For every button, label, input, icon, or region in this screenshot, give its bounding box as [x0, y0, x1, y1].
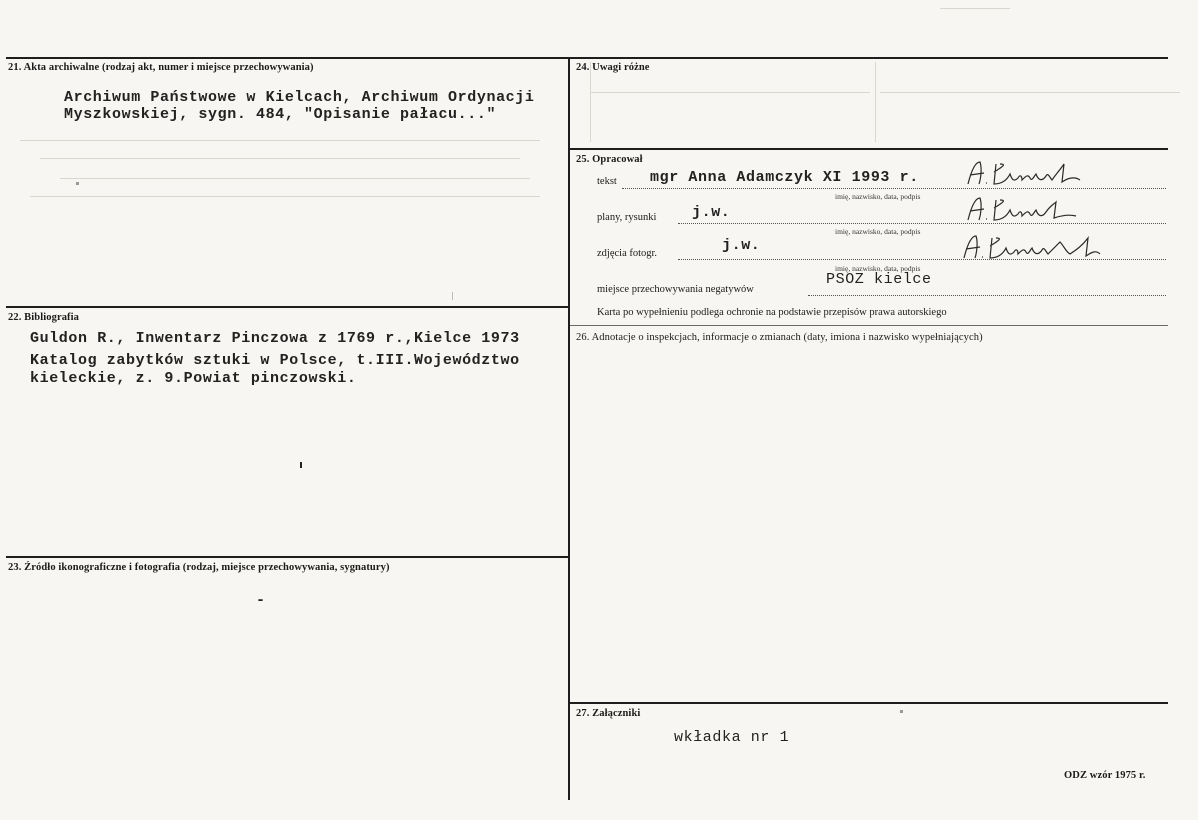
section-22-line-3: kieleckie, z. 9.Powiat pinczowski. — [30, 370, 357, 387]
center-divider — [568, 57, 570, 800]
section-23-label: 23. Źródło ikonograficzne i fotografia (rodzaj, miejsce przechowywania, sygnatury) — [8, 562, 390, 573]
stray-mark — [900, 710, 903, 713]
section-27-label: 27. Załączniki — [576, 708, 641, 719]
section-22-label: 22. Bibliografia — [8, 312, 80, 323]
section-21-line-1: Archiwum Państwowe w Kielcach, Archiwum Ordynacji — [64, 89, 535, 106]
rule-21-22 — [6, 306, 568, 308]
signature-zdjecia-drawing — [960, 232, 1110, 262]
rule-22-23 — [6, 556, 568, 558]
signature-zdjecia — [960, 232, 1110, 262]
row-plany-caption: imię, nazwisko, data, podpis — [835, 227, 921, 236]
row-negatywy-value: PSOZ kielce — [826, 271, 932, 288]
rule-24-25 — [570, 148, 1168, 150]
row-negatywy-dotted-line — [808, 294, 1166, 296]
signature-tekst — [964, 158, 1094, 188]
row-zdjecia-caption: imię, nazwisko, data, podpis — [835, 264, 921, 273]
section-21-line-2: Myszkowskiej, sygn. 484, "Opisanie pałacu..." — [64, 106, 497, 123]
bleed-through-mark — [60, 178, 530, 179]
stray-mark — [76, 182, 79, 185]
row-tekst-label: tekst — [597, 176, 617, 187]
bleed-through-mark — [20, 140, 540, 141]
signature-plany-drawing — [964, 194, 1094, 224]
bleed-through-mark — [590, 92, 870, 93]
row-plany-label: plany, rysunki — [597, 212, 657, 223]
stray-mark — [452, 292, 453, 300]
signature-tekst-drawing — [964, 158, 1094, 188]
section-23-value: - — [256, 592, 266, 609]
bleed-through-mark — [590, 62, 591, 142]
section-27-value: wkładka nr 1 — [674, 729, 790, 746]
section-25-label: 25. Opracował — [576, 154, 643, 165]
section-22-line-2: Katalog zabytków sztuki w Polsce, t.III.Województwo — [30, 352, 520, 369]
form-template-id: ODZ wzór 1975 r. — [1064, 770, 1146, 781]
stray-mark — [300, 462, 302, 468]
bleed-through-mark — [880, 92, 1180, 93]
signature-plany — [964, 194, 1094, 224]
row-tekst-caption: imię, nazwisko, data, podpis — [835, 192, 921, 201]
bleed-through-mark — [30, 196, 540, 197]
section-21-label: 21. Akta archiwalne (rodzaj akt, numer i miejsce przechowywania) — [8, 62, 314, 73]
section-26-label: 26. Adnotacje o inspekcjach, informacje o zmianach (daty, imiona i nazwisko wypełniających) — [576, 332, 983, 343]
section-22-line-1: Guldon R., Inwentarz Pinczowa z 1769 r.,Kielce 1973 — [30, 330, 520, 347]
row-zdjecia-label: zdjęcia fotogr. — [597, 248, 658, 259]
top-rule — [6, 57, 1168, 59]
row-zdjecia-value: j.w. — [722, 237, 761, 254]
row-plany-value: j.w. — [692, 204, 731, 221]
bleed-through-mark — [875, 62, 876, 142]
row-tekst-value: mgr Anna Adamczyk XI 1993 r. — [650, 169, 919, 186]
row-negatywy-label: miejsce przechowywania negatywów — [597, 284, 754, 295]
copyright-note: Karta po wypełnieniu podlega ochronie na podstawie przepisów prawa autorskiego — [597, 307, 947, 318]
bleed-through-mark — [940, 8, 1010, 9]
rule-26-27 — [570, 702, 1168, 704]
rule-25-26 — [570, 325, 1168, 326]
section-24-label: 24. Uwagi różne — [576, 62, 650, 73]
bleed-through-mark — [40, 158, 520, 159]
